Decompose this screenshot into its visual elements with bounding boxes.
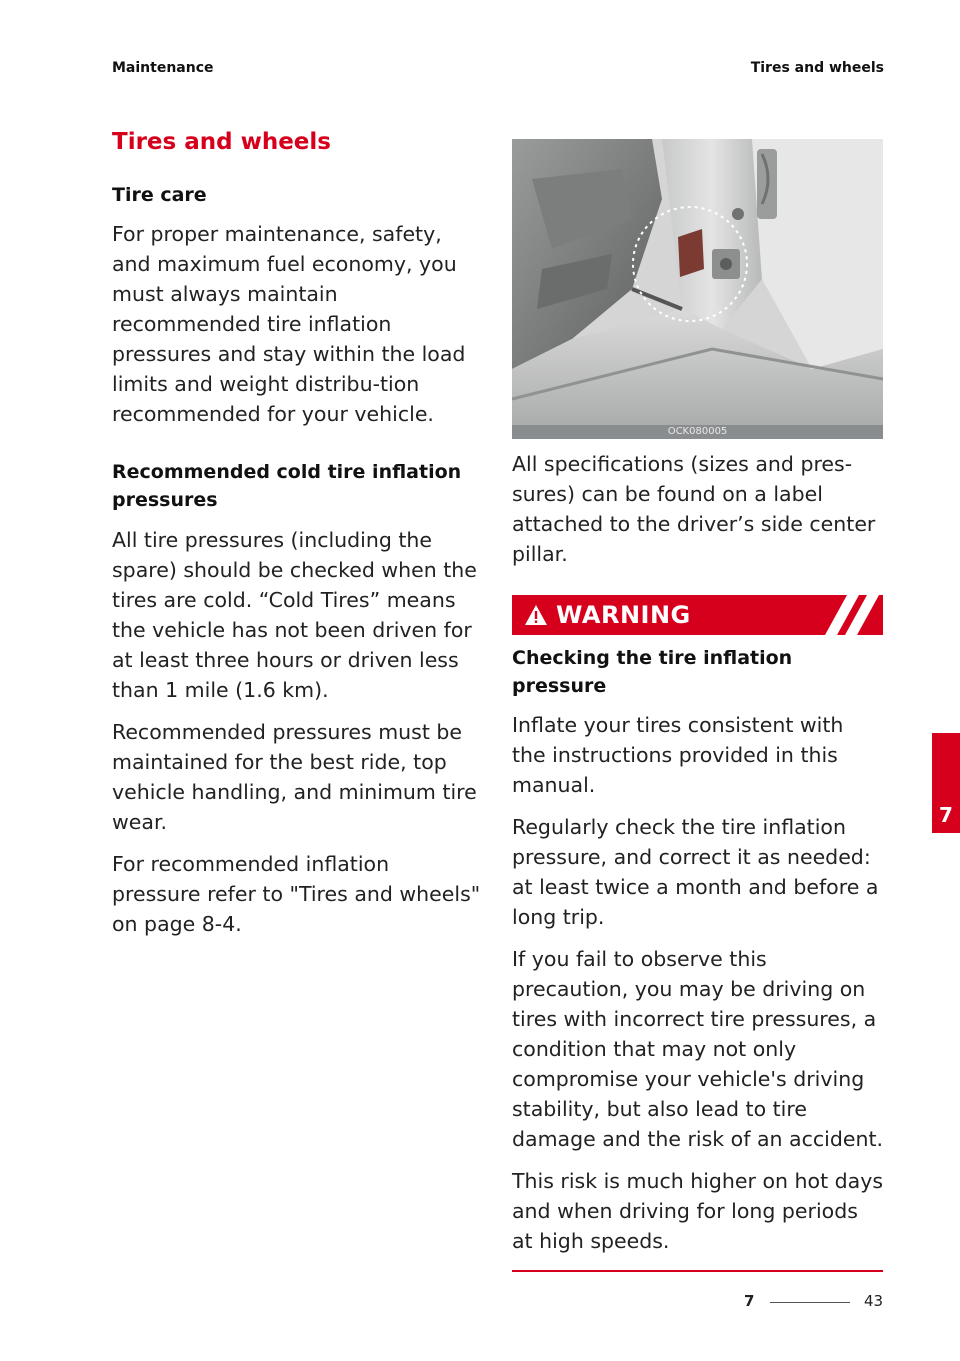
tire-care-heading: Tire care [112,183,207,206]
tire-care-text: For proper maintenance, safety, and maximum fuel economy, you must always maintain recommended tire inflation pressures and stay within the load limits and weight distribu-tion recommended for your vehicle. [112,222,466,427]
warning-triangle-icon [524,604,548,626]
image-code: OCK080005 [512,425,883,439]
warning-text-4: This risk is much higher on hot days and when driving for long periods at high speeds. [512,1169,884,1254]
section-title: Tires and wheels [112,129,331,155]
warning-text-1: Inflate your tires consistent with the instructions provided in this manual. [512,713,844,798]
running-header-topic: Tires and wheels [750,60,884,76]
chapter-side-tab-number: 7 [939,803,953,827]
label-location-text: All specifications (sizes and pres-sures) can be found on a label attached to the driver’s side center pillar. [512,452,876,566]
door-pillar-illustration [512,139,883,439]
warning-banner [512,595,883,635]
warning-end-rule [512,1270,883,1272]
cold-pressure-heading: Recommended cold tire inflation pressures [112,461,462,511]
footer-chapter: 7 [744,1292,755,1310]
cold-pressure-text-2: Recommended pressures must be maintained for the best ride, top vehicle handling, and minimum tire wear. [112,719,477,834]
footer-divider [770,1302,850,1303]
chapter-side-tab [932,733,960,833]
left-column [112,128,482,951]
page-number: 43 [864,1292,884,1310]
cold-pressure-text-1: All tire pressures (including the spare) should be checked when the tires are cold. “Cold Tires” means the vehicle has not been driven for at least three hours or driven less than 1 mile (1.6 km). [112,527,477,702]
cold-pressure-text-3: For recommended inflation pressure refer to "Tires and wheels" on page 8-4. [112,851,481,936]
running-header-section: Maintenance [112,60,214,76]
warning-label: WARNING [556,601,691,629]
warning-slashes-decoration [803,595,883,635]
right-column [512,139,883,1272]
door-pillar-photo [512,139,883,439]
warning-heading: Checking the tire inflation pressure [512,647,793,697]
warning-text-3: If you fail to observe this precaution, you may be driving on tires with incorrect tire pressures, a condition that may not only compromise your vehicle's driving stability, but also lead to tire damage and the risk of an accident. [512,947,884,1152]
warning-text-2: Regularly check the tire inflation pressure, and correct it as needed: at least twice a month and before a long trip. [512,815,879,930]
